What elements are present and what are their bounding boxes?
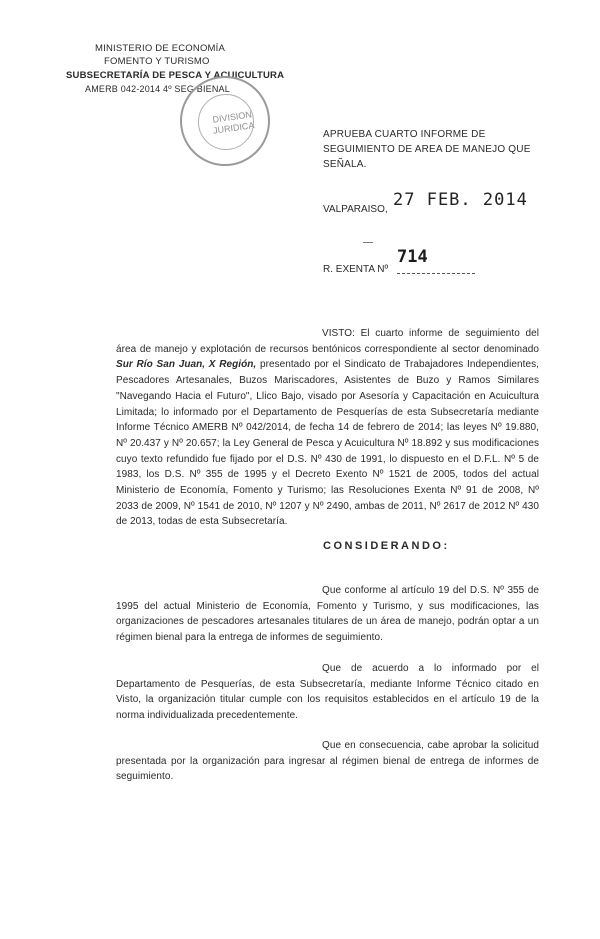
resolution-underline: [397, 273, 475, 274]
ministry-subtitle: FOMENTO Y TURISMO: [104, 56, 210, 67]
subsecretaria-name: SUBSECRETARÍA DE PESCA Y ACUICULTURA: [66, 70, 285, 81]
visto-lead: VISTO: El cuarto informe de seguimiento del área de manejo y explotación de recursos bentónicos correspondiente al sector denominado: [116, 328, 539, 355]
considerando-p1-text: Que conforme al artículo 19 del D.S. Nº 355 de 1995 del actual Ministerio de Economía, Fomento y Turismo, y sus modificaciones, las organizaciones de pescadores artesanales titulares de un área de manejo, podrán optar a un régimen bienal para la entrega de informes de seguimiento.: [116, 585, 539, 644]
considerando-p3-text: Que en consecuencia, cabe aprobar la solicitud presentada por la organización para ingresar al régimen bienal de entrega de informes de seguimiento.: [116, 740, 539, 783]
reference-code: AMERB 042-2014 4º SEG BIENAL: [85, 84, 230, 94]
document-subject: APRUEBA CUARTO INFORME DE SEGUIMIENTO DE AREA DE MANEJO QUE SEÑALA.: [323, 129, 531, 170]
resolution-label: R. EXENTA Nº: [323, 264, 389, 275]
seal-line-1: DIVISION: [211, 109, 253, 125]
date-city: VALPARAISO,: [323, 204, 388, 215]
visto-rest: presentado por el Sindicato de Trabajadores Independientes, Pescadores Artesanales, Buzos Mariscadores, Asistentes de Buzo y Ramos Similares "Navegando Hacia el Futuro", Llico Bajo, visado por Asesoría y Capacitación en Acuicultura Limitada; lo informado por el Departamento de Pesquerías de esta Subsecretaría mediante Informe Técnico AMERB Nº 042/2014, de fecha 14 de febrero de 2014; las leyes Nº 19.880, Nº 20.437 y Nº 20.657; la Ley General de Pesca y Acuicultura Nº 18.892 y sus modificaciones cuyo texto refundido fue fijado por el D.S. Nº 430 de 1991, lo dispuesto en el D.F.L. Nº 5 de 1983, los D.S. Nº 355 de 1995 y el Decreto Exento Nº 1521 de 2005, todos del actual Ministerio de Economía, Fomento y Turismo; las Resoluciones Exenta Nº 91 de 2008, Nº 2033 de 2009, Nº 1541 de 2010, Nº 1207 y Nº 2490, ambas de 2011, Nº 2617 de 2012 Nº 430 de 2013, todas de esta Subsecretaría.: [116, 359, 539, 528]
considerando-paragraph-2: [116, 661, 539, 724]
considerando-p2-text: Que de acuerdo a lo informado por el Departamento de Pesquerías, de esta Subsecretaría, mediante Informe Técnico citado en Visto, la organización titular cumple con los requisitos establecidos en el artículo 19 de la norma individualizada precedentemente.: [116, 663, 539, 722]
considerando-paragraph-1: [116, 583, 539, 646]
visto-paragraph: [116, 326, 539, 530]
considerando-paragraph-3: [116, 738, 539, 785]
considerando-heading: CONSIDERANDO:: [323, 540, 450, 552]
ministry-name: MINISTERIO DE ECONOMÍA: [95, 43, 226, 54]
visto-sector: Sur Río San Juan, X Región,: [116, 359, 257, 371]
resolution-number: 714: [397, 247, 428, 267]
official-seal: [180, 76, 270, 166]
seal-line-2: JURIDICA: [212, 120, 255, 136]
tick-mark: [363, 242, 373, 243]
date-stamp: 27 FEB. 2014: [393, 190, 528, 210]
